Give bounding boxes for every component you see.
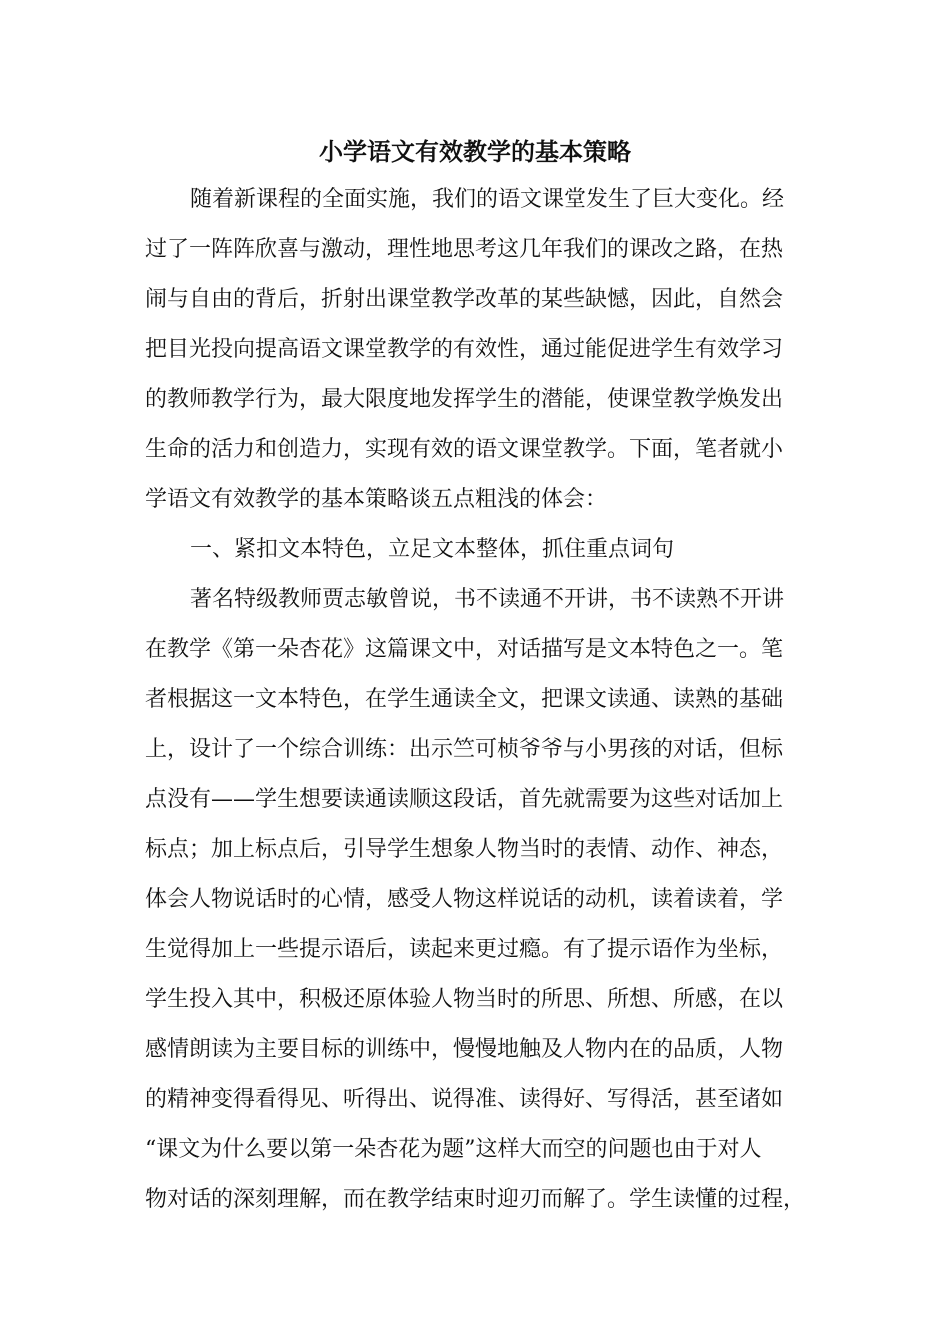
text-line: 把目光投向提高语文课堂教学的有效性，通过能促进学生有效学习 — [145, 337, 784, 362]
text-line: 感情朗读为主要目标的训练中，慢慢地触及人物内在的品质，人物 — [145, 1037, 784, 1062]
text-line: 物对话的深刻理解，而在教学结束时迎刃而解了。学生读懂的过程， — [145, 1187, 806, 1212]
text-line: 体会人物说话时的心情，感受人物这样说话的动机，读着读着，学 — [145, 887, 784, 912]
text-line: 生觉得加上一些提示语后，读起来更过瘾。有了提示语作为坐标， — [145, 937, 784, 962]
section-heading: 一、紧扣文本特色，立足文本整体，抓住重点词句 — [190, 537, 675, 562]
text-line: 学语文有效教学的基本策略谈五点粗浅的体会： — [145, 487, 608, 512]
text-line: 过了一阵阵欣喜与激动，理性地思考这几年我们的课改之路，在热 — [145, 237, 784, 262]
text-line: 闹与自由的背后，折射出课堂教学改革的某些缺憾，因此，自然会 — [145, 287, 784, 312]
text-line: 的精神变得看得见、听得出、说得准、读得好、写得活，甚至诸如 — [145, 1087, 784, 1112]
text-line: 在教学《第一朵杏花》这篇课文中，对话描写是文本特色之一。笔 — [145, 637, 784, 662]
text-line: 者根据这一文本特色，在学生通读全文，把课文读通、读熟的基础 — [145, 687, 784, 712]
text-line: 点没有——学生想要读通读顺这段话，首先就需要为这些对话加上 — [145, 787, 784, 812]
text-line: 上，设计了一个综合训练：出示竺可桢爷爷与小男孩的对话，但标 — [145, 737, 784, 762]
text-line: 著名特级教师贾志敏曾说，书不读通不开讲，书不读熟不开讲 — [190, 587, 785, 612]
document-title: 小学语文有效教学的基本策略 — [319, 137, 631, 166]
text-line: 随着新课程的全面实施，我们的语文课堂发生了巨大变化。经 — [190, 187, 785, 212]
text-line: 的教师教学行为，最大限度地发挥学生的潜能，使课堂教学焕发出 — [145, 387, 784, 412]
text-line: 生命的活力和创造力，实现有效的语文课堂教学。下面，笔者就小 — [145, 437, 784, 462]
text-line: “课文为什么要以第一朵杏花为题”这样大而空的问题也由于对人 — [145, 1137, 762, 1162]
text-line: 学生投入其中，积极还原体验人物当时的所思、所想、所感，在以 — [145, 987, 784, 1012]
text-line: 标点；加上标点后，引导学生想象人物当时的表情、动作、神态， — [145, 837, 784, 862]
